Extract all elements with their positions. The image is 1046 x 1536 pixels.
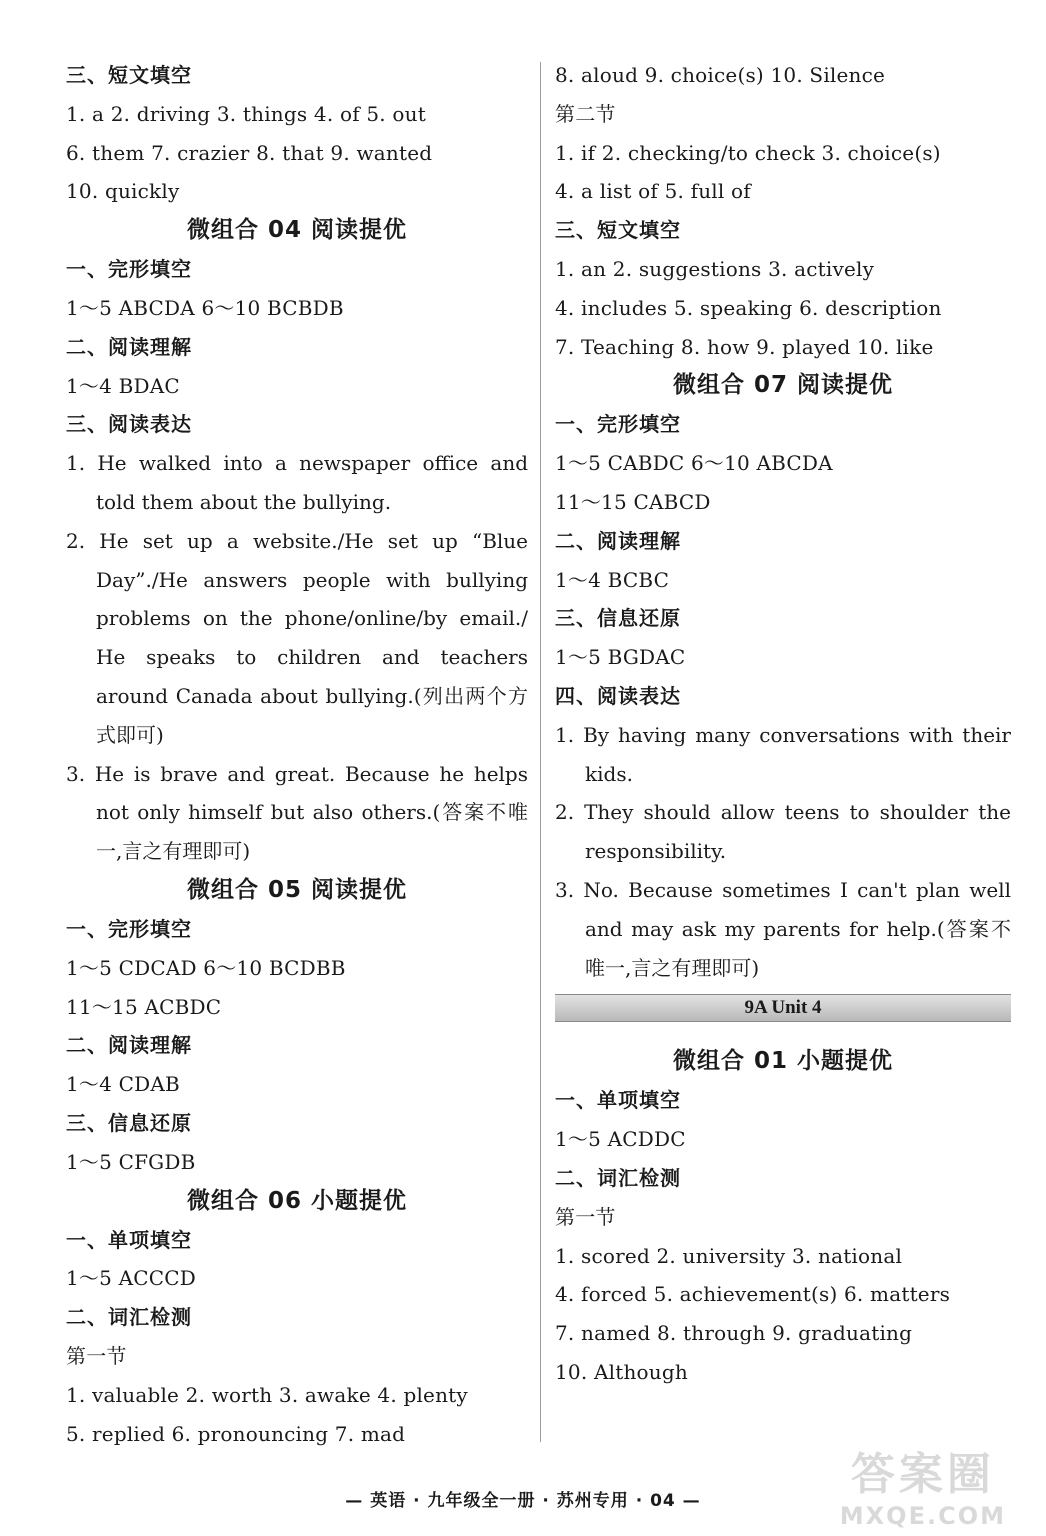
section-heading: 二、阅读理解 xyxy=(66,1033,192,1058)
section-heading: 四、阅读表达 xyxy=(555,683,681,708)
answer-line: 11～15 ACBDC xyxy=(66,994,222,1019)
subsection-label: 第一节 xyxy=(555,1204,616,1229)
answer-line: 1～5 ACDDC xyxy=(555,1127,686,1152)
answer-line: 1～4 BDAC xyxy=(66,373,180,398)
section-heading: 三、信息还原 xyxy=(555,606,681,631)
section-heading: 三、信息还原 xyxy=(66,1110,192,1135)
section-heading: 一、完形填空 xyxy=(66,257,192,282)
answer-paragraph: 2. He set up a website./He set up “Blue Day”./He answers people with bullying problems on the phone/online/by email./ He speaks to children and teachers around Canada about bullying.(列出两个方式即可) xyxy=(66,528,528,747)
answer-line: 4. includes 5. speaking 6. description xyxy=(555,295,942,320)
answer-line: 1～4 CDAB xyxy=(66,1072,180,1097)
page-footer: — 英语 · 九年级全一册 · 苏州专用 · 04 — xyxy=(345,1491,701,1511)
answer-line: 10. Although xyxy=(555,1359,688,1384)
answer-line: 7. named 8. through 9. graduating xyxy=(555,1321,913,1346)
section-heading: 一、单项填空 xyxy=(555,1088,681,1113)
section-heading: 三、短文填空 xyxy=(66,63,192,87)
answer-line: 1～5 CFGDB xyxy=(66,1149,196,1174)
answer-paragraph: 1. By having many conversations with their kids. xyxy=(555,722,1011,786)
answer-line: 1. scored 2. university 3. national xyxy=(555,1243,903,1268)
section-heading: 三、阅读表达 xyxy=(66,412,192,437)
answer-line: 11～15 CABCD xyxy=(555,489,711,514)
answer-line: 7. Teaching 8. how 9. played 10. like xyxy=(555,334,934,359)
section-heading: 一、完形填空 xyxy=(66,916,192,941)
right-column xyxy=(555,56,1011,1392)
answer-line: 1～5 CDCAD 6～10 BCDBB xyxy=(66,955,346,980)
answer-line: 1～5 ABCDA 6～10 BCBDB xyxy=(66,295,344,320)
answer-paragraph: 3. No. Because sometimes I can't plan well and may ask my parents for help.(答案不唯一,言之有理即可) xyxy=(555,877,1011,980)
answer-line: 4. a list of 5. full of xyxy=(555,179,751,204)
answer-line: 1. a 2. driving 3. things 4. of 5. out xyxy=(66,101,426,126)
group-title: 微组合 05 阅读提优 xyxy=(186,876,408,903)
watermark-url: MXQE.COM xyxy=(839,1502,1006,1530)
answer-line: 4. forced 5. achievement(s) 6. matters xyxy=(555,1282,951,1307)
column-divider xyxy=(540,62,541,1442)
answer-line: 1. if 2. checking/to check 3. choice(s) xyxy=(555,140,941,165)
section-heading: 一、单项填空 xyxy=(66,1227,192,1252)
section-heading: 二、词汇检测 xyxy=(555,1165,681,1190)
unit-banner: 9A Unit 4 xyxy=(555,994,1011,1022)
answer-line: 8. aloud 9. choice(s) 10. Silence xyxy=(555,63,886,87)
watermark-title: 答案圈 xyxy=(850,1449,995,1500)
left-column xyxy=(66,56,528,1453)
answer-line: 1～4 BCBC xyxy=(555,567,670,592)
answer-line: 1. valuable 2. worth 3. awake 4. plenty xyxy=(66,1382,468,1407)
watermark-logo xyxy=(840,1438,1006,1530)
subsection-label: 第一节 xyxy=(66,1343,127,1368)
section-heading: 二、阅读理解 xyxy=(66,334,192,359)
answer-line: 5. replied 6. pronouncing 7. mad xyxy=(66,1421,406,1446)
answer-line: 1～5 CABDC 6～10 ABCDA xyxy=(555,451,833,476)
group-title: 微组合 04 阅读提优 xyxy=(186,217,408,244)
group-title: 微组合 01 小题提优 xyxy=(672,1048,894,1075)
group-title: 微组合 07 阅读提优 xyxy=(672,372,894,399)
answer-paragraph: 3. He is brave and great. Because he helps not only himself but also others.(答案不唯一,言之有理即可) xyxy=(66,761,528,864)
answer-paragraph: 2. They should allow teens to shoulder the responsibility. xyxy=(555,800,1011,864)
answer-line: 6. them 7. crazier 8. that 9. wanted xyxy=(66,140,433,165)
section-heading: 三、短文填空 xyxy=(555,218,681,243)
answer-line: 10. quickly xyxy=(66,179,180,204)
answer-line: 1. an 2. suggestions 3. actively xyxy=(555,256,875,281)
section-heading: 二、词汇检测 xyxy=(66,1305,192,1330)
group-title: 微组合 06 小题提优 xyxy=(186,1187,408,1214)
answer-line: 1～5 BGDAC xyxy=(555,645,686,670)
answer-line: 1～5 ACCCD xyxy=(66,1266,196,1291)
section-heading: 二、阅读理解 xyxy=(555,528,681,553)
subsection-label: 第二节 xyxy=(555,101,616,126)
answer-paragraph: 1. He walked into a newspaper office and told them about the bullying. xyxy=(66,451,528,514)
section-heading: 一、完形填空 xyxy=(555,412,681,437)
